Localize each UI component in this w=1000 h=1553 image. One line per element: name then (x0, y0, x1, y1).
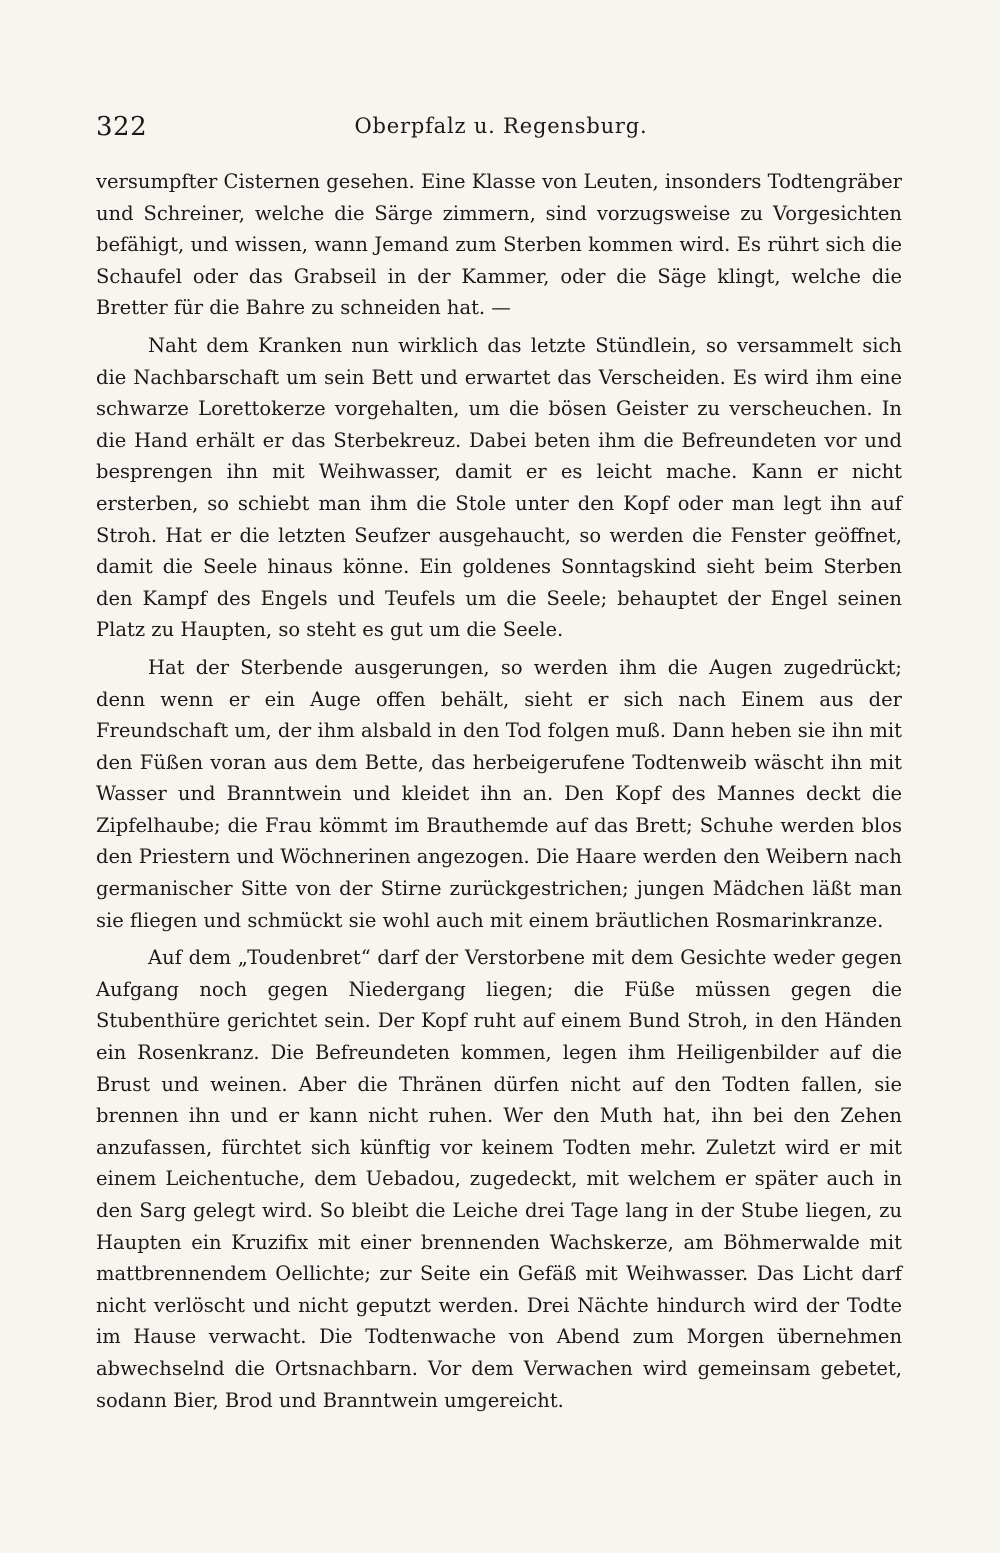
paragraph-1: versumpfter Cisternen gesehen. Eine Klasse von Leuten, insonders Todtengräber und Schreiner, welche die Särge zimmern, sind vorzugsweise zu Vorgesichten befähigt, und wissen, wann Jemand zum Sterben kommen wird. Es rührt sich die Schaufel oder das Grabseil in der Kammer, oder die Säge klingt, welche die Bretter für die Bahre zu schneiden hat. — (96, 170, 902, 320)
page-number: 322 (96, 112, 148, 142)
body-text (96, 166, 902, 1416)
paragraph-3: Hat der Sterbende ausgerungen, so werden ihm die Augen zugedrückt; denn wenn er ein Auge offen behält, sieht er sich nach Einem aus der Freundschaft um, der ihm alsbald in den Tod folgen muß. Dann heben sie ihn mit den Füßen voran aus dem Bette, das herbeigerufene Todtenweib wäscht ihn mit Wasser und Branntwein und kleidet ihn an. Den Kopf des Mannes deckt die Zipfelhaube; die Frau kömmt im Brauthemde auf das Brett; Schuhe werden blos den Priestern und Wöchnerinen angezogen. Die Haare werden den Weibern nach germanischer Sitte von der Stirne zurückgestrichen; jungen Mädchen läßt man sie fliegen und schmückt sie wohl auch mit einem bräutlichen Rosmarinkranze. (96, 655, 902, 932)
paragraph-4: Auf dem „Toudenbret“ darf der Verstorbene mit dem Gesichte weder gegen Aufgang noch gegen Niedergang liegen; die Füße müssen gegen die Stubenthüre gerichtet sein. Der Kopf ruht auf einem Bund Stroh, in den Händen ein Rosenkranz. Die Befreundeten kommen, legen ihm Heiligenbilder auf die Brust und weinen. Aber die Thränen dürfen nicht auf den Todten fallen, sie brennen ihn und er kann nicht ruhen. Wer den Muth hat, ihn bei den Zehen anzufassen, fürchtet sich künftig vor keinem Todten mehr. Zuletzt wird er mit einem Leichentuche, dem Uebadou, zugedeckt, mit welchem er später auch in den Sarg gelegt wird. So bleibt die Leiche drei Tage lang in der Stube liegen, zu Haupten ein Kruzifix mit einer brennenden Wachskerze, am Böhmerwalde mit mattbrennendem Oellichte; zur Seite ein Gefäß mit Weihwasser. Das Licht darf nicht verlöscht und nicht geputzt werden. Drei Nächte hindurch wird der Todte im Hause verwacht. Die Todtenwache von Abend zum Morgen übernehmen abwechselnd die Ortsnachbarn. Vor dem Verwachen wird gemeinsam gebetet, sodann Bier, Brod und Branntwein umgereicht. (96, 946, 902, 1412)
running-head: Oberpfalz u. Regensburg. (354, 114, 648, 138)
page-header (96, 112, 906, 144)
paragraph-2: Naht dem Kranken nun wirklich das letzte Stündlein, so versammelt sich die Nachbarschaft um sein Bett und erwartet das Verscheiden. Es wird ihm eine schwarze Lorettokerze vorgehalten, um die bösen Geister zu verscheuchen. In die Hand erhält er das Sterbekreuz. Dabei beten ihm die Befreundeten vor und besprengen ihn mit Weihwasser, damit er es leicht mache. Kann er nicht ersterben, so schiebt man ihm die Stole unter den Kopf oder man legt ihn auf Stroh. Hat er die letzten Seufzer ausgehaucht, so werden die Fenster geöffnet, damit die Seele hinaus könne. Ein goldenes Sonntagskind sieht beim Sterben den Kampf des Engels und Teufels um die Seele; behauptet der Engel seinen Platz zu Haupten, so steht es gut um die Seele. (96, 333, 902, 642)
